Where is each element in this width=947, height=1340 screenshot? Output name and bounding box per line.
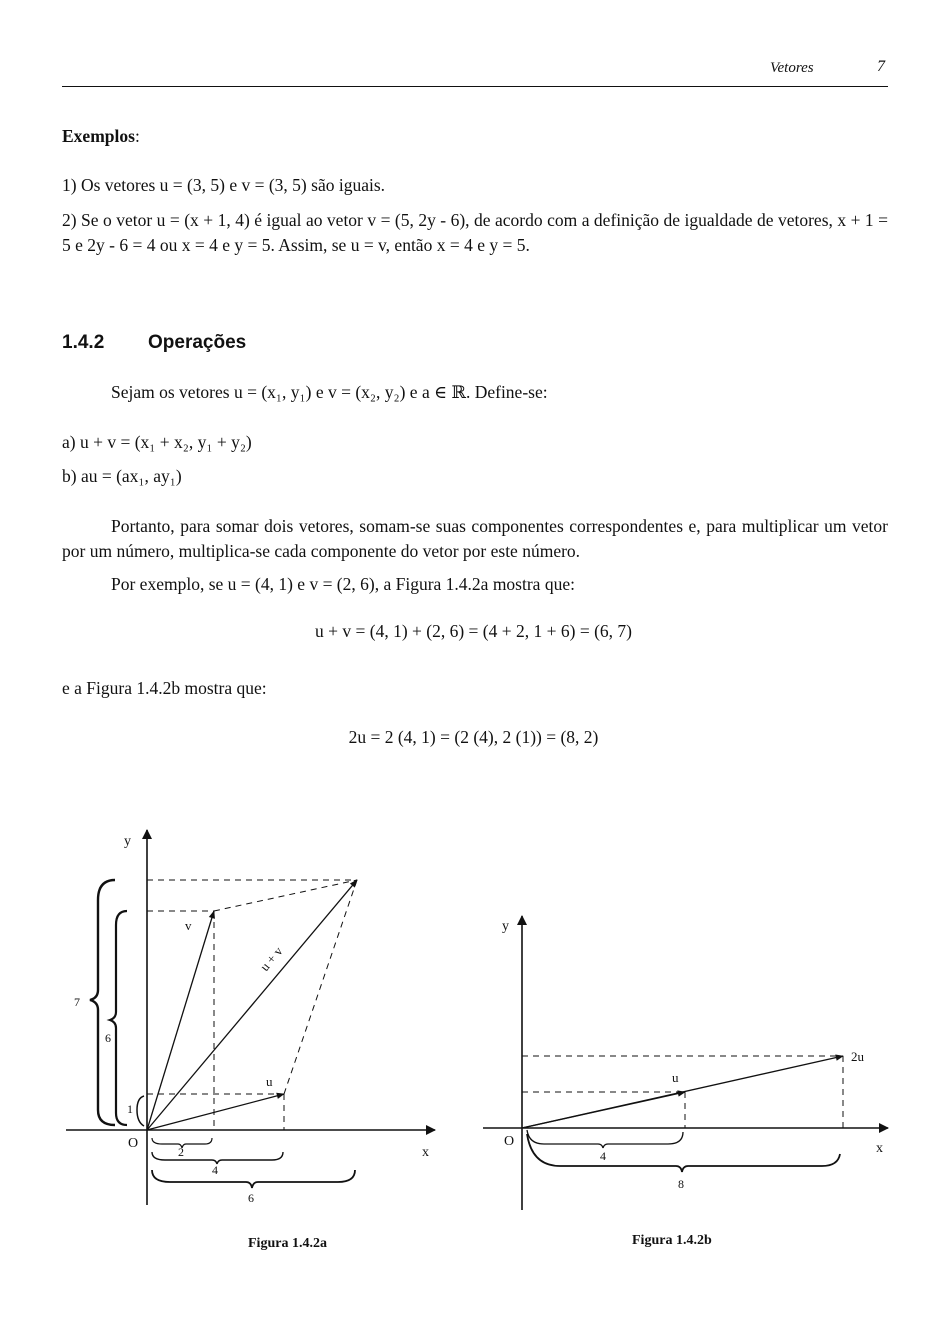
operations-paragraph: Portanto, para somar dois vetores, somam-se suas componentes correspondentes e, para multiplicar um vetor por um número, multiplica-se cada componente do vetor por este número. — [62, 516, 888, 561]
fig-a-brace-y6 — [110, 911, 127, 1125]
section-title: Operações — [148, 332, 247, 353]
figure-b-caption: Figura 1.4.2b — [632, 1233, 712, 1248]
fig-b-label-u: u — [672, 1070, 679, 1085]
page-number: 7 — [877, 58, 885, 75]
figure-a-caption: Figura 1.4.2a — [248, 1236, 327, 1251]
scalar-equation: 2u = 2 (4, 1) = (2 (4), 2 (1)) = (8, 2) — [348, 727, 599, 747]
example-intro: Por exemplo, se u = (4, 1) e v = (2, 6), a Figura 1.4.2a mostra que: — [111, 574, 575, 594]
fig-a-x-label: x — [422, 1145, 429, 1160]
example-item-2: 2) Se o vetor u = (x + 1, 4) é igual ao vetor v = (5, 2y - 6), de acordo com a definição de igualdade de vetores, x + 1 = 5 e 2y - 6 = 4 ou x = 4 e y = 5. Assim, se u = v, então x = 4 e y = 5. — [62, 210, 888, 255]
examples-heading: Exemplos — [62, 126, 135, 146]
definition-sum: a) u + v = (x₁ + x₂, y₁ + y₂) — [62, 432, 252, 452]
fig-b-brace-x8 — [527, 1134, 840, 1172]
example-item-1: 1) Os vetores u = (3, 5) e v = (3, 5) são iguais. — [62, 175, 386, 195]
fig-a-label-y1: 1 — [127, 1102, 133, 1116]
fig-a-label-x6: 6 — [248, 1191, 254, 1205]
fig-a-origin: O — [128, 1136, 139, 1151]
definition-scalar: b) au = (ax₁, ay₁) — [62, 466, 182, 486]
fig-a-vector-v — [147, 911, 214, 1130]
fig-a-label-u: u — [266, 1074, 273, 1089]
fig-a-label-sum: u + v — [256, 943, 286, 974]
fig-b-x-label: x — [876, 1141, 883, 1156]
fig-a-label-y7: 7 — [74, 995, 80, 1009]
figure-b-intro: e a Figura 1.4.2b mostra que: — [62, 678, 267, 698]
examples-heading-colon: : — [134, 126, 140, 146]
fig-a-brace-y1 — [137, 1096, 144, 1126]
fig-a-label-x2: 2 — [178, 1145, 184, 1159]
fig-a-label-y6: 6 — [105, 1031, 111, 1045]
fig-b-origin: O — [504, 1134, 515, 1149]
fig-a-brace-x6 — [152, 1170, 355, 1188]
figure-1-4-2a — [66, 830, 435, 1205]
sum-equation: u + v = (4, 1) + (2, 6) = (4 + 2, 1 + 6) = (6, 7) — [315, 621, 632, 641]
fig-b-label-2u: 2u — [851, 1049, 864, 1064]
fig-b-label-x4: 4 — [600, 1149, 606, 1163]
figure-1-4-2b — [483, 916, 888, 1210]
section-number: 1.4.2 — [62, 332, 105, 353]
fig-b-vector-u — [522, 1092, 685, 1128]
fig-a-y-label: y — [124, 834, 131, 849]
fig-a-brace-y7 — [90, 880, 115, 1125]
fig-a-vector-sum — [147, 880, 357, 1130]
fig-a-vector-u — [147, 1094, 284, 1130]
fig-b-y-label: y — [502, 919, 509, 934]
running-header-title: Vetores — [770, 60, 814, 76]
fig-a-label-v: v — [185, 918, 192, 933]
fig-b-label-x8: 8 — [678, 1177, 684, 1191]
fig-a-label-x4: 4 — [212, 1163, 218, 1177]
fig-b-brace-x4 — [527, 1130, 683, 1148]
definition-intro: Sejam os vetores u = (x₁, y₁) e v = (x₂, y₂) e a ∈ ℝ. Define-se: — [111, 382, 548, 402]
